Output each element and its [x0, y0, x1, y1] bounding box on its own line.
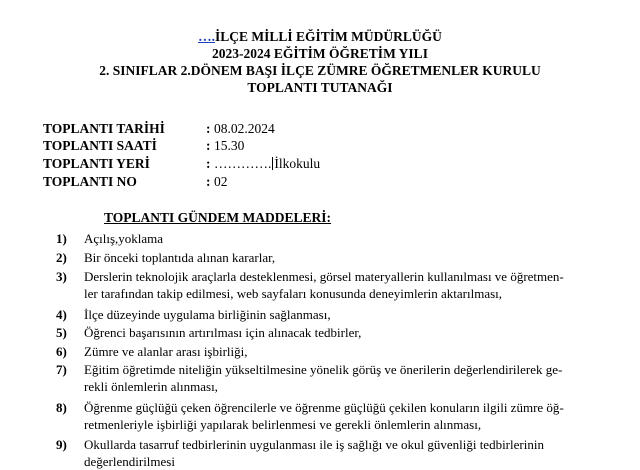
item-number: 7) — [56, 362, 67, 377]
meta-label: TOPLANTI SAATİ — [43, 138, 157, 153]
item-text-line: Derslerin teknolojik araçlarla desteklenmesi, görsel materyallerin kullanılması ve öğretmen- — [84, 269, 564, 284]
meta-value: 15.30 — [214, 138, 245, 153]
directorate-name: İLÇE MİLLİ EĞİTİM MÜDÜRLÜĞÜ — [214, 29, 442, 44]
meta-label: TOPLANTI YERİ — [43, 156, 150, 171]
meta-colon: : — [206, 121, 211, 136]
item-text-line: rekli önlemlerin alınması, — [84, 379, 218, 394]
meta-label: TOPLANTI NO — [43, 174, 137, 189]
item-text-line: Öğrenme güçlüğü çeken öğrencilerle ve öğrenme güçlüğü çekilen konuların ilgili zümre öğ- — [84, 400, 564, 415]
heading-board: 2. SINIFLAR 2.DÖNEM BAŞI İLÇE ZÜMRE ÖĞRETMENLER KURULU — [99, 63, 541, 78]
item-number: 5) — [56, 325, 67, 340]
place-school: İlkokulu — [274, 156, 321, 171]
item-text-line: retmenleriyle işbirliği yapılarak belirlenmesi ve gerekli önlemlerin alınması, — [84, 417, 482, 432]
item-number: 6) — [56, 344, 67, 359]
item-number: 4) — [56, 307, 67, 322]
item-text-line: Eğitim öğretimde niteliğin yükseltilmesine yönelik görüş ve önerilerin değerlendirilerek ge- — [84, 362, 563, 377]
item-text-line: ler tarafından takip edilmesi, web sayfaları konusunda deneyimlerin aktarılması, — [84, 286, 503, 301]
item-number: 8) — [56, 400, 67, 415]
item-number: 9) — [56, 437, 67, 452]
item-number: 1) — [56, 231, 67, 246]
heading-minutes: TOPLANTI TUTANAĞI — [247, 80, 393, 95]
item-text-line: değerlendirilmesi — [84, 454, 175, 469]
item-text — [84, 399, 606, 433]
item-text: Zümre ve alanlar arası işbirliği, — [84, 344, 248, 359]
item-text: Açılış,yoklama — [84, 231, 164, 246]
item-text-line: Okullarda tasarruf tedbirlerinin uygulanması ile iş sağlığı ve okul güvenliği tedbirlerinin — [84, 437, 544, 452]
meta-label: TOPLANTI TARİHİ — [43, 121, 165, 136]
meta-value — [214, 155, 320, 172]
item-text: Bir önceki toplantıda alınan kararlar, — [84, 250, 276, 265]
agenda-title: TOPLANTI GÜNDEM MADDELERİ: — [104, 210, 332, 225]
item-text: Öğrenci başarısının artırılması için alınacak tedbirler, — [84, 325, 362, 340]
meta-value: 02 — [214, 174, 228, 189]
heading-school-year: 2023-2024 EĞİTİM ÖĞRETİM YILI — [212, 46, 428, 61]
placeholder-dots: …. — [198, 29, 215, 44]
item-text — [84, 361, 606, 395]
item-text — [84, 268, 606, 302]
meta-value: 08.02.2024 — [214, 121, 275, 136]
heading-directorate — [0, 29, 640, 45]
item-number: 3) — [56, 269, 67, 284]
meta-colon: : — [206, 138, 211, 153]
meta-colon: : — [206, 174, 211, 189]
meta-colon: : — [206, 156, 211, 171]
place-dots: …………. — [214, 156, 272, 171]
item-number: 2) — [56, 250, 67, 265]
item-text: İlçe düzeyinde uygulama birliğinin sağlanması, — [84, 307, 331, 322]
